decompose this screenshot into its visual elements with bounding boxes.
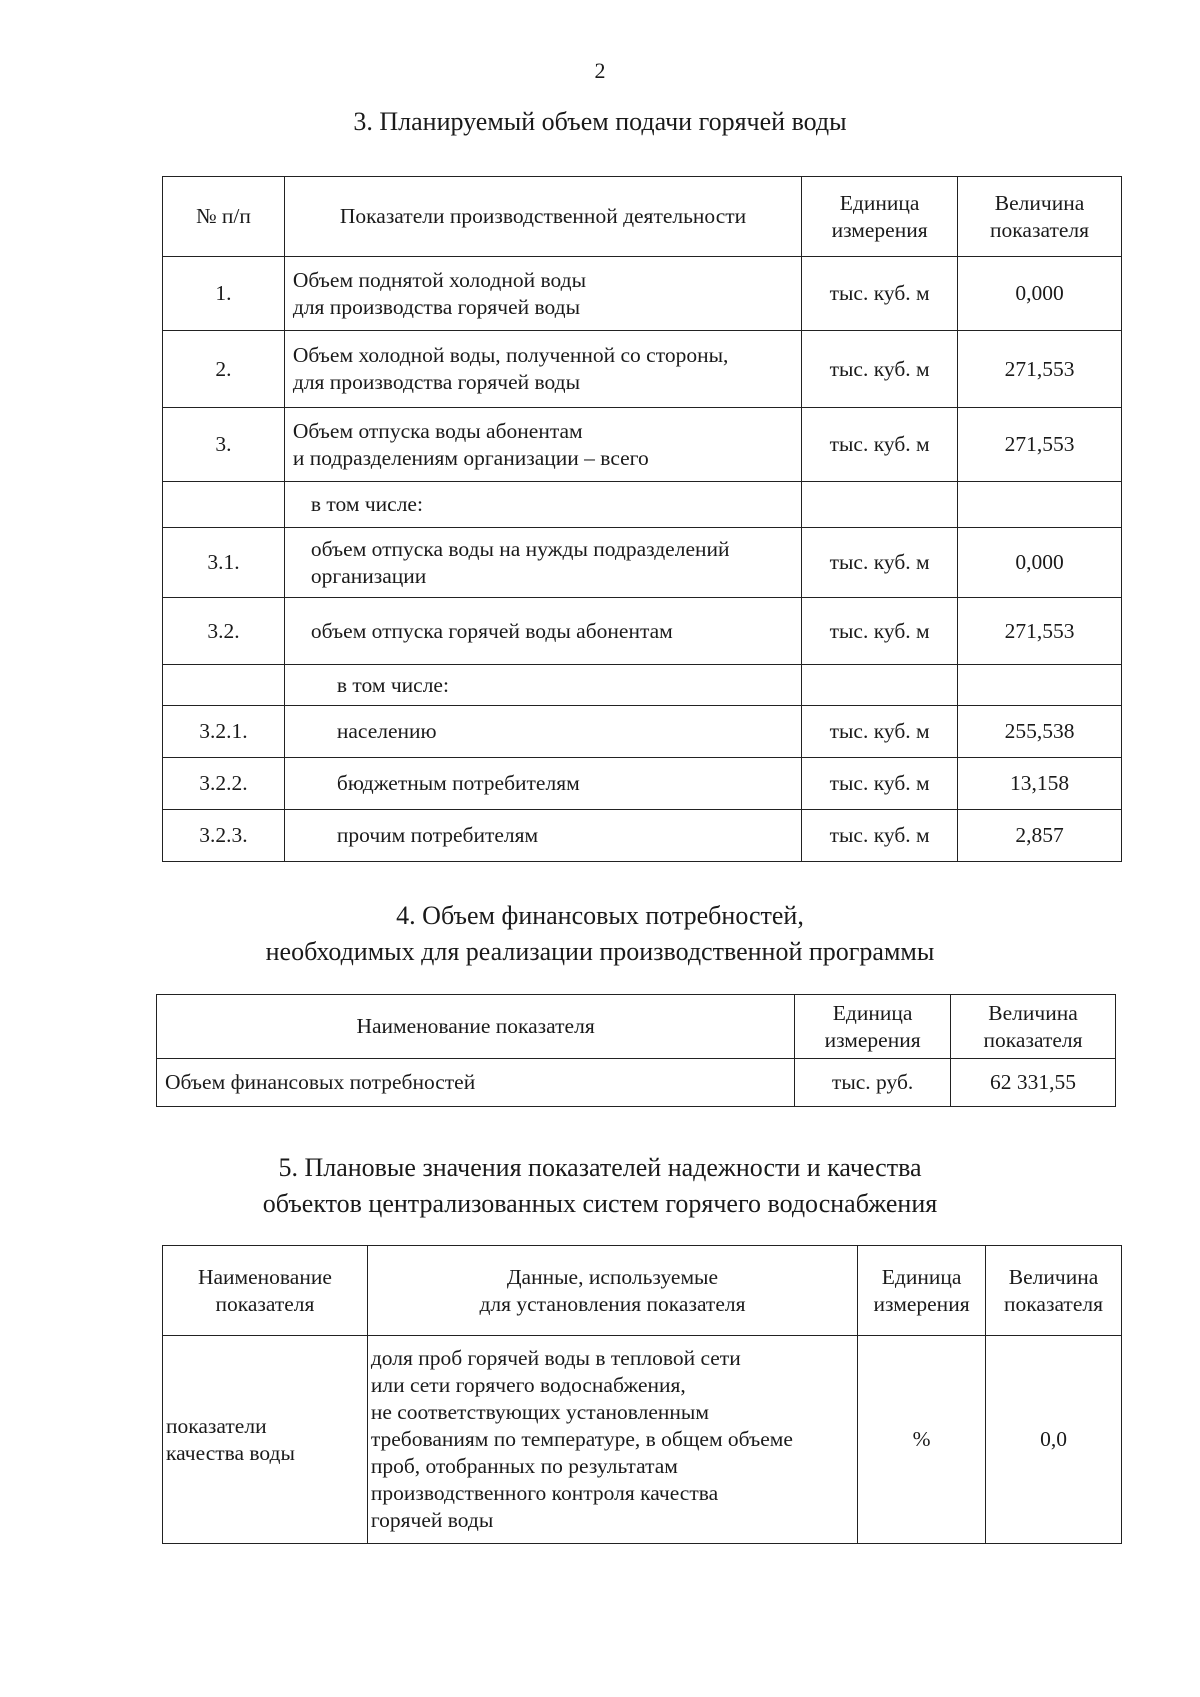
row-name: Объем поднятой холодной воды для производства горячей воды (284, 257, 801, 331)
header-cell: Данные, используемые для установления показателя (367, 1246, 857, 1336)
row-value: 0,0 (986, 1336, 1122, 1544)
row-name: объем отпуска горячей воды абонентам (284, 598, 801, 665)
header-cell: № п/п (163, 177, 285, 257)
row-number (163, 482, 285, 528)
row-value: 271,553 (958, 598, 1122, 665)
row-unit (802, 665, 958, 706)
row-unit: тыс. куб. м (802, 408, 958, 482)
header-cell: Наименование показателя (163, 1246, 368, 1336)
table-row (163, 706, 1122, 758)
section5-title-line2: объектов централизованных систем горячего водоснабжения (262, 1189, 938, 1218)
row-number: 1. (163, 257, 285, 331)
row-name: объем отпуска воды на нужды подразделений организации (284, 528, 801, 598)
row-value: 271,553 (958, 408, 1122, 482)
row-unit: тыс. руб. (795, 1059, 951, 1107)
page-number: 2 (594, 58, 606, 83)
row-value: 0,000 (958, 528, 1122, 598)
row-number: 3. (163, 408, 285, 482)
header-cell: Единица измерения (802, 177, 958, 257)
table-row (157, 1059, 1116, 1107)
row-name: показатели качества воды (163, 1336, 368, 1544)
table-row (163, 528, 1122, 598)
table-row (163, 482, 1122, 528)
table-row (163, 408, 1122, 482)
row-number: 3.2.1. (163, 706, 285, 758)
row-unit: тыс. куб. м (802, 598, 958, 665)
table-row (163, 1336, 1122, 1544)
header-cell: Величина показателя (958, 177, 1122, 257)
header-cell: Единица измерения (858, 1246, 986, 1336)
section4-title-line1: 4. Объем финансовых потребностей, (396, 901, 804, 930)
table-row (163, 598, 1122, 665)
row-unit (802, 482, 958, 528)
section4-title-line2: необходимых для реализации производственной программы (265, 937, 935, 966)
header-cell: Показатели производственной деятельности (284, 177, 801, 257)
row-unit: тыс. куб. м (802, 528, 958, 598)
row-unit: тыс. куб. м (802, 706, 958, 758)
table-header-row (163, 177, 1122, 257)
table-header-row (163, 1246, 1122, 1336)
section5-title (0, 1150, 1200, 1222)
table-row (163, 331, 1122, 408)
finance-table (156, 994, 1116, 1107)
row-number: 2. (163, 331, 285, 408)
row-number: 3.1. (163, 528, 285, 598)
row-name: в том числе: (284, 665, 801, 706)
section4-title (0, 898, 1200, 970)
row-unit: тыс. куб. м (802, 331, 958, 408)
row-value: 2,857 (958, 810, 1122, 862)
row-data: доля проб горячей воды в тепловой сети или сети горячего водоснабжения, не соответствующих установленным требованиям по температуре, в общем объеме проб, отобранных по результатам производственного контроля качества горячей воды (367, 1336, 857, 1544)
row-value: 13,158 (958, 758, 1122, 810)
row-name: бюджетным потребителям (284, 758, 801, 810)
production-table (162, 176, 1122, 862)
table-row (163, 257, 1122, 331)
row-number (163, 665, 285, 706)
header-cell: Величина показателя (951, 995, 1116, 1059)
row-value (958, 665, 1122, 706)
quality-table (162, 1245, 1122, 1544)
row-unit: тыс. куб. м (802, 810, 958, 862)
table-header-row (157, 995, 1116, 1059)
table-row (163, 665, 1122, 706)
section3-title: 3. Планируемый объем подачи горячей воды (353, 107, 847, 136)
row-number: 3.2.3. (163, 810, 285, 862)
header-cell: Наименование показателя (157, 995, 795, 1059)
row-name: Объем финансовых потребностей (157, 1059, 795, 1107)
row-name: в том числе: (284, 482, 801, 528)
row-value (958, 482, 1122, 528)
row-value: 0,000 (958, 257, 1122, 331)
row-unit: тыс. куб. м (802, 758, 958, 810)
row-unit: % (858, 1336, 986, 1544)
row-name: Объем отпуска воды абонентам и подразделениям организации – всего (284, 408, 801, 482)
table-row (163, 758, 1122, 810)
row-name: прочим потребителям (284, 810, 801, 862)
row-name: населению (284, 706, 801, 758)
header-cell: Единица измерения (795, 995, 951, 1059)
section5-title-line1: 5. Плановые значения показателей надежности и качества (278, 1153, 922, 1182)
row-value: 271,553 (958, 331, 1122, 408)
row-value: 255,538 (958, 706, 1122, 758)
header-cell: Величина показателя (986, 1246, 1122, 1336)
row-name: Объем холодной воды, полученной со стороны, для производства горячей воды (284, 331, 801, 408)
row-value: 62 331,55 (951, 1059, 1116, 1107)
row-number: 3.2. (163, 598, 285, 665)
table-row (163, 810, 1122, 862)
row-number: 3.2.2. (163, 758, 285, 810)
row-unit: тыс. куб. м (802, 257, 958, 331)
